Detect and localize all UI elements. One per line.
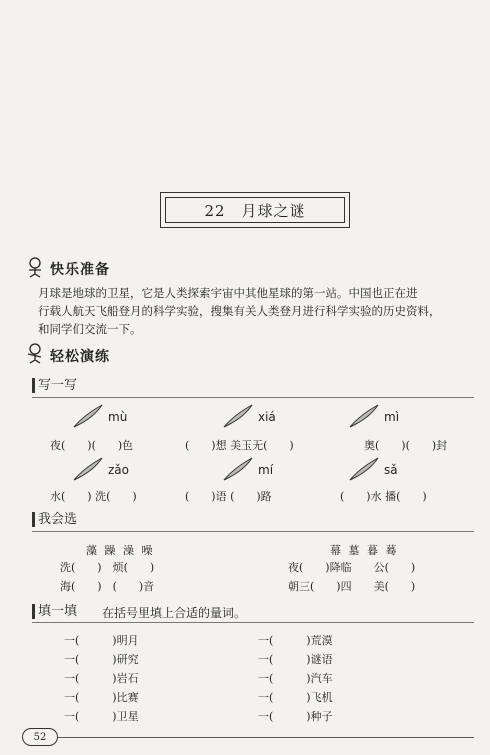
lesson-title-box xyxy=(160,192,350,228)
section-heading-practice: 轻松演练 xyxy=(50,349,110,365)
pinyin-sa: sǎ xyxy=(384,463,398,477)
quill-pen-icon xyxy=(72,403,104,429)
choose-left-line-1[interactable]: 洗( ) 烦( ) xyxy=(60,561,155,574)
fill-heading: 填一填 xyxy=(32,604,77,619)
fill-right-3[interactable]: 一( )汽车 xyxy=(258,672,333,685)
fill-left-3[interactable]: 一( )岩石 xyxy=(64,672,139,685)
choose-heading: 我会选 xyxy=(32,512,77,527)
write-item-3[interactable]: 奥( )( )封 xyxy=(364,439,448,452)
write-item-1[interactable]: 夜( )( )色 xyxy=(50,439,134,452)
fill-right-4[interactable]: 一( )飞机 xyxy=(258,691,333,704)
choose-left-options: 藻 躁 澡 噪 xyxy=(86,544,155,557)
fill-right-1[interactable]: 一( )荒漠 xyxy=(258,634,333,647)
intro-paragraph xyxy=(38,284,478,338)
choose-left-line-2[interactable]: 海( ) ( )音 xyxy=(60,580,155,593)
pinyin-mu: mù xyxy=(108,410,128,424)
lesson-title: 22 月球之谜 xyxy=(204,201,306,220)
fill-right-5[interactable]: 一( )种子 xyxy=(258,710,333,723)
write-item-4[interactable]: 水( ) 洗( ) xyxy=(50,490,137,503)
choose-right-line-2[interactable]: 朝三( )四 美( ) xyxy=(288,580,416,593)
write-item-5[interactable]: ( )语 ( )路 xyxy=(185,490,272,503)
choose-right-options: 幕 墓 暮 蓦 xyxy=(330,544,399,557)
pinyin-mi2: mí xyxy=(258,463,274,477)
intro-line-1: 月球是地球的卫星，它是人类探索宇宙中其他星球的第一站。中国也正在进 xyxy=(38,286,418,300)
divider xyxy=(32,622,474,623)
write-heading: 写一写 xyxy=(32,378,77,393)
pinyin-mi: mì xyxy=(384,410,400,424)
section-heading-prepare: 快乐准备 xyxy=(50,262,110,278)
write-item-6[interactable]: ( )水 播( ) xyxy=(340,490,427,503)
write-item-2[interactable]: ( )想 美玉无( ) xyxy=(185,439,294,452)
pinyin-xia: xiá xyxy=(258,410,276,424)
student-mascot-icon xyxy=(24,256,46,278)
pinyin-zao: zǎo xyxy=(108,463,129,477)
page-number: 52 xyxy=(22,728,58,746)
quill-pen-icon xyxy=(222,403,254,429)
intro-line-3: 和同学们交流一下。 xyxy=(38,322,142,336)
intro-line-2: 行载人航天飞船登月的科学实验，搜集有关人类登月进行科学实验的历史资料， xyxy=(38,304,441,318)
student-mascot-icon xyxy=(24,342,46,364)
quill-pen-icon xyxy=(222,456,254,482)
footer-rule xyxy=(58,737,474,738)
quill-pen-icon xyxy=(348,403,380,429)
fill-left-1[interactable]: 一( )明月 xyxy=(64,634,139,647)
quill-pen-icon xyxy=(348,456,380,482)
divider xyxy=(32,531,474,532)
fill-right-2[interactable]: 一( )谜语 xyxy=(258,653,333,666)
fill-left-2[interactable]: 一( )研究 xyxy=(64,653,139,666)
quill-pen-icon xyxy=(72,456,104,482)
fill-left-4[interactable]: 一( )比赛 xyxy=(64,691,139,704)
divider xyxy=(32,397,474,398)
fill-instruction: 在括号里填上合适的量词。 xyxy=(102,606,247,620)
fill-left-5[interactable]: 一( )卫星 xyxy=(64,710,139,723)
choose-right-line-1[interactable]: 夜( )降临 公( ) xyxy=(288,561,416,574)
